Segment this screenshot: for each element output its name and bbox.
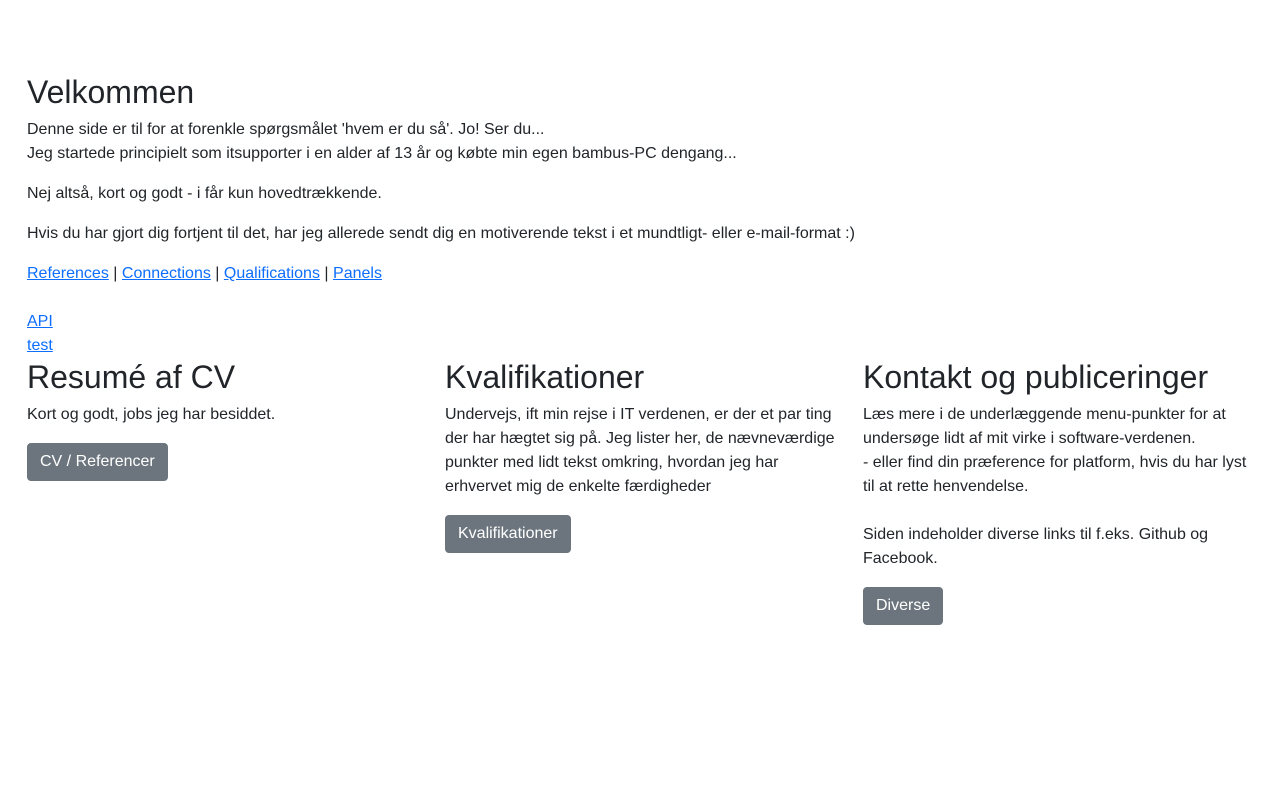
- qualifications-text: Undervejs, ift min rejse i IT verdenen, er der et par ting der har hægtet sig på. Jeg lister her, de nævneværdige punkter med lidt tekst omkring, hvordan jeg har erhvervet mig de enkelte færdigheder: [445, 406, 835, 495]
- feature-columns: [27, 358, 1253, 625]
- diverse-button[interactable]: Diverse: [863, 587, 943, 625]
- page-title: Velkommen: [27, 74, 195, 110]
- connections-link[interactable]: Connections: [121, 265, 211, 282]
- intro-paragraph-2: Nej altså, kort og godt - i får kun hovedtrækkende.: [27, 185, 382, 202]
- cv-text: Kort og godt, jobs jeg har besiddet.: [27, 406, 276, 423]
- contact-heading: Kontakt og publiceringer: [863, 359, 1209, 395]
- cv-heading: Resumé af CV: [27, 359, 236, 395]
- cv-button[interactable]: CV / Referencer: [27, 443, 168, 481]
- qualifications-button[interactable]: Kvalifikationer: [445, 515, 571, 553]
- qualifications-column: [445, 358, 835, 625]
- link-separator: |: [324, 265, 329, 282]
- contact-text: Læs mere i de underlæggende menu-punkter for at undersøge lidt af mit virke i software-verdenen. - eller find din præference for platform, hvis du har lyst til at rette henvendelse. Siden indeholder diverse links til f.eks. Github og Facebook.: [863, 406, 1247, 567]
- references-link[interactable]: References: [27, 265, 109, 282]
- api-link[interactable]: API: [27, 313, 53, 330]
- extra-links: [27, 310, 1253, 358]
- link-separator: |: [215, 265, 220, 282]
- nav-links: [27, 262, 1253, 286]
- link-separator: |: [113, 265, 118, 282]
- intro-line-1: Denne side er til for at forenkle spørgsmålet 'hvem er du så'. Jo! Ser du...: [27, 121, 545, 138]
- qualifications-heading: Kvalifikationer: [445, 359, 645, 395]
- intro-line-2: Jeg startede principielt som itsupporter i en alder af 13 år og købte min egen bambus-PC dengang...: [27, 145, 737, 162]
- cv-column: [27, 358, 417, 625]
- test-link[interactable]: test: [27, 337, 53, 354]
- intro-paragraph-3: Hvis du har gjort dig fortjent til det, har jeg allerede sendt dig en motiverende tekst i et mundtligt- eller e-mail-format :): [27, 225, 855, 242]
- intro-text: [27, 118, 1253, 166]
- contact-column: [863, 358, 1253, 625]
- panels-link[interactable]: Panels: [333, 265, 382, 282]
- qualifications-link[interactable]: Qualifications: [223, 265, 320, 282]
